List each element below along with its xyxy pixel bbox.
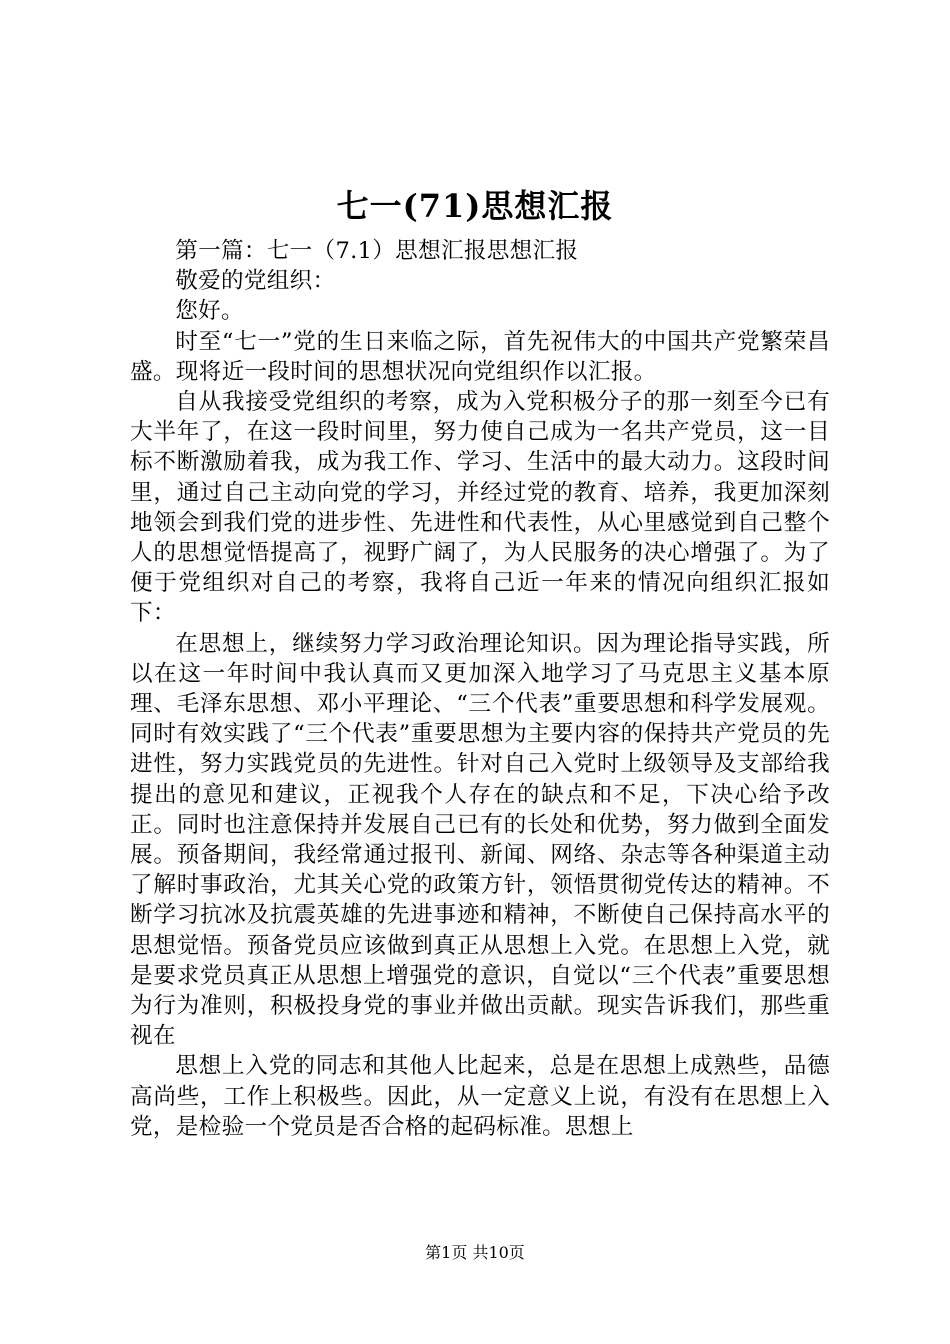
- paragraph: 思想上入党的同志和其他人比起来，总是在思想上成熟些，品德高尚些，工作上积极些。因此，从一定意义上说，有没有在思想上入党，是检验一个党员是否合格的起码标准。思想上: [130, 1053, 830, 1140]
- document-body: [130, 236, 830, 1142]
- paragraph: 时至“七一”党的生日来临之际，首先祝伟大的中国共产党繁荣昌盛。现将近一段时间的思想状况向党组织作以汇报。: [130, 328, 830, 385]
- page-footer: 第1页 共10页: [425, 1243, 525, 1262]
- document-title: 七一(71)思想汇报: [336, 187, 614, 225]
- paragraph: 在思想上，继续努力学习政治理论知识。因为理论指导实践，所以在这一年时间中我认真而又更加深入地学习了马克思主义基本原理、毛泽东思想、邓小平理论、“三个代表”重要思想和科学发展观。同时有效实践了“三个代表”重要思想为主要内容的保持共产党员的先进性，努力实践党员的先进性。针对自己入党时上级领导及支部给我提出的意见和建议，正视我个人存在的缺点和不足，下决心给予改正。同时也注意保持并发展自己已有的长处和优势，努力做到全面发展。预备期间，我经常通过报刊、新闻、网络、杂志等各种渠道主动了解时事政治，尤其关心党的政策方针，领悟贯彻党传达的精神。不断学习抗冰及抗震英雄的先进事迹和精神，不断使自己保持高水平的思想觉悟。预备党员应该做到真正从思想上入党。在思想上入党，就是要求党员真正从思想上增强党的意识，自觉以“三个代表”重要思想为行为准则，积极投身党的事业并做出贡献。现实告诉我们，那些重视在: [130, 630, 830, 1050]
- paragraph-heading: 第一篇：七一（7.1）思想汇报思想汇报: [175, 238, 579, 264]
- paragraph-salutation: 敬爱的党组织：: [175, 268, 336, 295]
- paragraph: 自从我接受党组织的考察，成为入党积极分子的那一刻至今已有大半年了，在这一段时间里，努力使自己成为一名共产党员，这一目标不断激励着我，成为我工作、学习、生活中的最大动力。这段时间里，通过自己主动向党的学习，并经过党的教育、培养，我更加深刻地领会到我们党的进步性、先进性和代表性，从心里感觉到自己整个人的思想觉悟提高了，视野广阔了，为人民服务的决心增强了。为了便于党组织对自己的考察，我将自己近一年来的情况向组织汇报如下：: [130, 389, 830, 627]
- paragraph-greeting: 您好。: [175, 298, 244, 325]
